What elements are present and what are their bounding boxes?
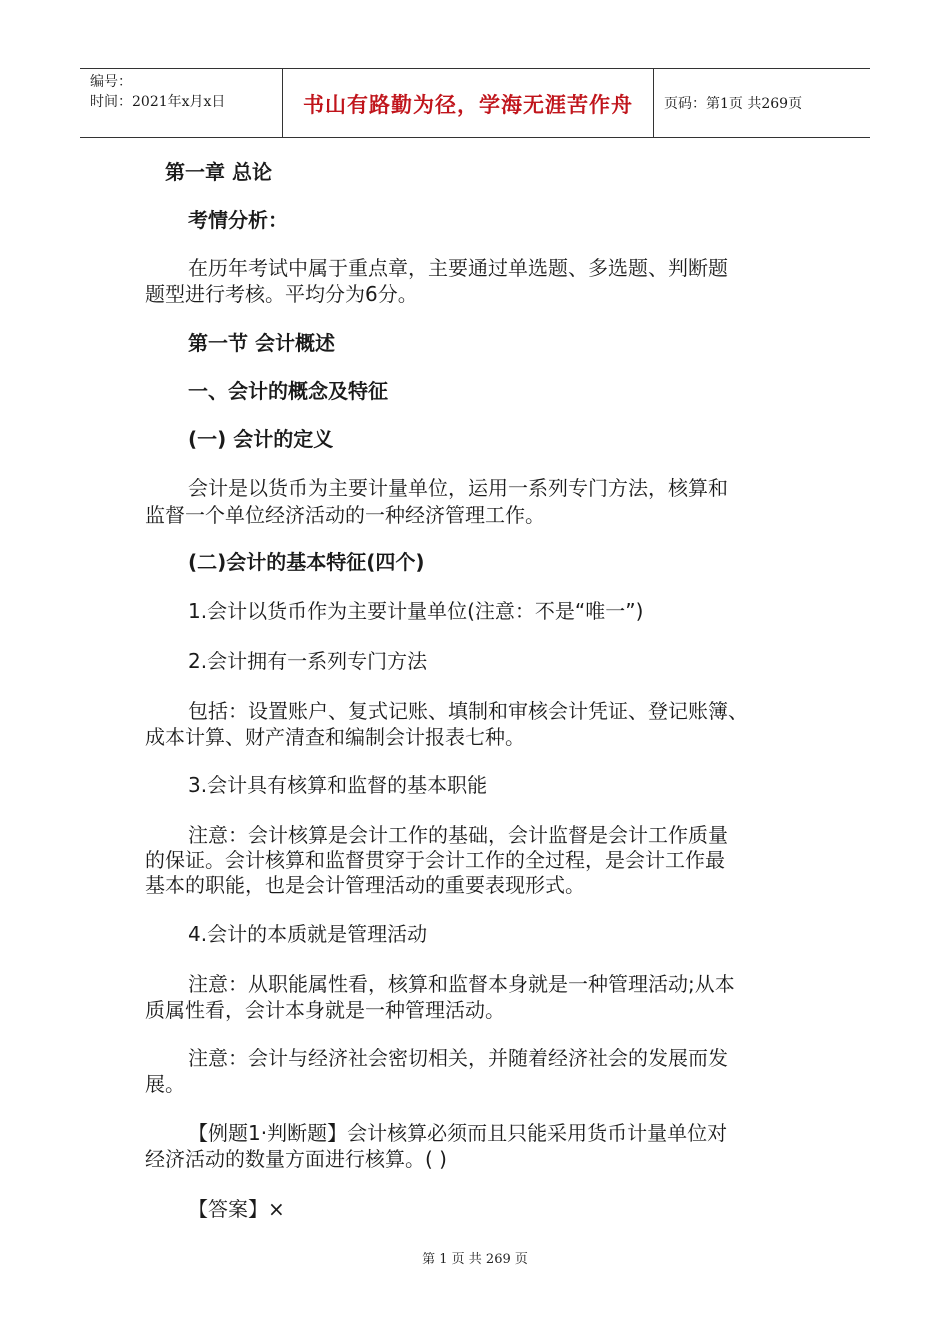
example-question: 【例题1·判断题】会计核算必须而且只能采用货币计量单位对 <box>188 1121 728 1145</box>
analysis-heading: 考情分析： <box>188 208 288 232</box>
paragraph-line: 题型进行考核。平均分为6分。 <box>145 282 418 306</box>
page-code: 页码：第1页 共269页 <box>664 96 803 112</box>
paragraph-line: 成本计算、财产清查和编制会计报表七种。 <box>145 725 525 749</box>
paragraph-line: 注意：会计与经济社会密切相关，并随着经济社会的发展而发 <box>188 1046 728 1070</box>
answer-label: 【答案】× <box>188 1197 285 1221</box>
heading-2: (一) 会计的定义 <box>188 427 334 451</box>
heading-3: (二)会计的基本特征(四个) <box>188 550 425 574</box>
list-item: 3.会计具有核算和监督的基本职能 <box>188 773 488 797</box>
paragraph-line: 会计是以货币为主要计量单位，运用一系列专门方法，核算和 <box>188 476 728 500</box>
header-meta-cell <box>80 69 282 137</box>
chapter-title: 第一章 总论 <box>165 160 272 184</box>
paragraph-line: 注意：会计核算是会计工作的基础，会计监督是会计工作质量 <box>188 823 728 847</box>
motto-text: 书山有路勤为径，学海无涯苦作舟 <box>303 92 633 117</box>
header-motto-cell <box>282 69 654 137</box>
list-item: 1.会计以货币作为主要计量单位(注意：不是“唯一”) <box>188 599 644 623</box>
page-footer: 第 1 页 共 269 页 <box>422 1252 528 1267</box>
paragraph-line: 展。 <box>145 1072 185 1096</box>
paragraph-line: 监督一个单位经济活动的一种经济管理工作。 <box>145 503 545 527</box>
paragraph-line: 质属性看，会计本身就是一种管理活动。 <box>145 998 505 1022</box>
paragraph-line: 注意：从职能属性看，核算和监督本身就是一种管理活动;从本 <box>188 972 735 996</box>
paragraph-line: 在历年考试中属于重点章，主要通过单选题、多选题、判断题 <box>188 256 728 280</box>
header-page-cell <box>654 69 870 137</box>
list-item: 4.会计的本质就是管理活动 <box>188 922 428 946</box>
time-label: 时间：2021年x月x日 <box>90 94 226 110</box>
paragraph-line: 的保证。会计核算和监督贯穿于会计工作的全过程，是会计工作最 <box>145 848 725 872</box>
list-item: 2.会计拥有一系列专门方法 <box>188 649 428 673</box>
example-question: 经济活动的数量方面进行核算。( ) <box>145 1147 447 1171</box>
heading-1: 一、会计的概念及特征 <box>188 379 388 403</box>
section-title: 第一节 会计概述 <box>188 331 335 355</box>
paragraph-line: 包括：设置账户、复式记账、填制和审核会计凭证、登记账簿、 <box>188 699 748 723</box>
document-header <box>80 68 870 138</box>
number-label: 编号： <box>90 74 132 90</box>
paragraph-line: 基本的职能，也是会计管理活动的重要表现形式。 <box>145 873 585 897</box>
